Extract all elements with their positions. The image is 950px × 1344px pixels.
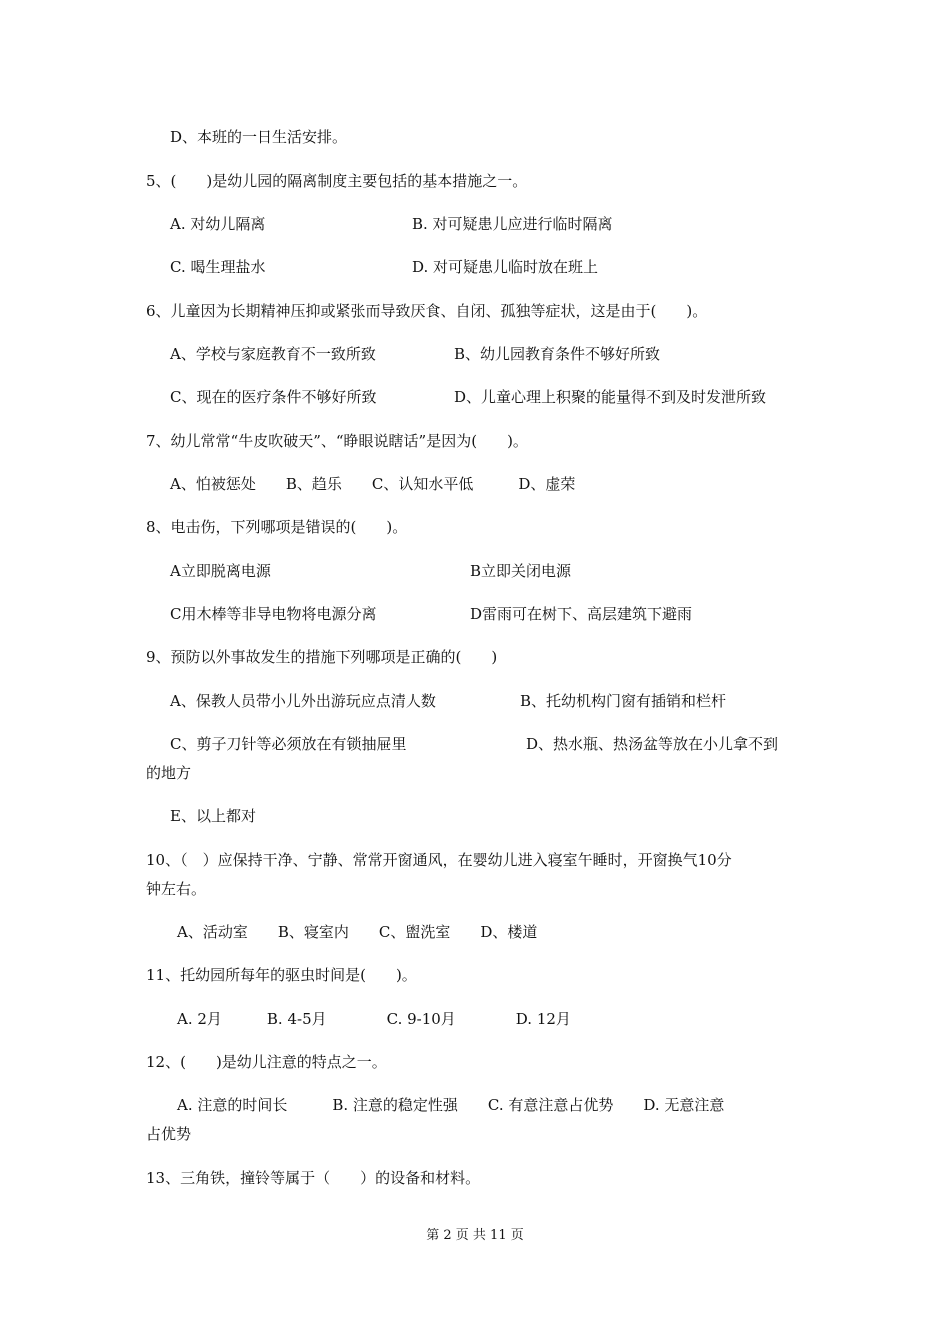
question-stem: 9、预防以外事故发生的措施下列哪项是正确的( ) xyxy=(146,648,498,666)
text-line: D、本班的一日生活安排。 xyxy=(170,128,348,146)
question-stem: 11、托幼园所每年的驱虫时间是( )。 xyxy=(146,966,417,984)
options-row: A. 注意的时间长 B. 注意的稳定性强 C. 有意注意占优势 D. 无意注意 xyxy=(177,1096,725,1114)
options-row: A、怕被惩处 B、趋乐 C、认知水平低 D、虚荣 xyxy=(170,475,576,493)
option: C. 喝生理盐水 xyxy=(170,258,266,276)
question-stem: 5、( )是幼儿园的隔离制度主要包括的基本措施之一。 xyxy=(146,172,528,190)
option: C、现在的医疗条件不够好所致 xyxy=(170,388,377,406)
option-continuation: 的地方 xyxy=(146,764,192,782)
option: C、剪子刀针等必须放在有锁抽屉里 xyxy=(170,735,407,753)
page-footer: 第 2 页 共 11 页 xyxy=(426,1228,524,1243)
option: D. 对可疑患儿临时放在班上 xyxy=(412,258,599,276)
question-stem: 6、儿童因为长期精神压抑或紧张而导致厌食、自闭、孤独等症状，这是由于( )。 xyxy=(146,302,708,320)
option: A立即脱离电源 xyxy=(170,562,271,580)
option: B立即关闭电源 xyxy=(470,562,572,580)
question-stem: 13、三角铁，撞铃等属于（ ）的设备和材料。 xyxy=(146,1169,481,1187)
option: A. 对幼儿隔离 xyxy=(170,215,266,233)
question-stem-continuation: 钟左右。 xyxy=(146,880,207,898)
option-continuation: 占优势 xyxy=(146,1125,192,1143)
option: E、以上都对 xyxy=(170,807,256,825)
options-row: A、活动室 B、寝室内 C、盥洗室 D、楼道 xyxy=(177,923,538,941)
option: D、热水瓶、热汤盆等放在小儿拿不到 xyxy=(526,735,779,753)
option: A、保教人员带小儿外出游玩应点清人数 xyxy=(170,692,436,710)
option: B、幼儿园教育条件不够好所致 xyxy=(454,345,661,363)
options-row: A. 2月 B. 4-5月 C. 9-10月 D. 12月 xyxy=(177,1010,571,1028)
option: A、学校与家庭教育不一致所致 xyxy=(170,345,376,363)
option: B、托幼机构门窗有插销和栏杆 xyxy=(520,692,727,710)
question-stem: 8、电击伤，下列哪项是错误的( )。 xyxy=(146,518,408,536)
option: D雷雨可在树下、高层建筑下避雨 xyxy=(470,605,693,623)
option: D、儿童心理上积聚的能量得不到及时发泄所致 xyxy=(454,388,767,406)
question-stem: 7、幼儿常常“牛皮吹破天”、“睁眼说瞎话”是因为( )。 xyxy=(146,432,528,450)
option: B. 对可疑患儿应进行临时隔离 xyxy=(412,215,613,233)
question-stem: 12、( )是幼儿注意的特点之一。 xyxy=(146,1053,387,1071)
question-stem: 10、（ ）应保持干净、宁静、常常开窗通风，在婴幼儿进入寝室午睡时，开窗换气10分 xyxy=(146,851,732,869)
option: C用木棒等非导电物将电源分离 xyxy=(170,605,377,623)
